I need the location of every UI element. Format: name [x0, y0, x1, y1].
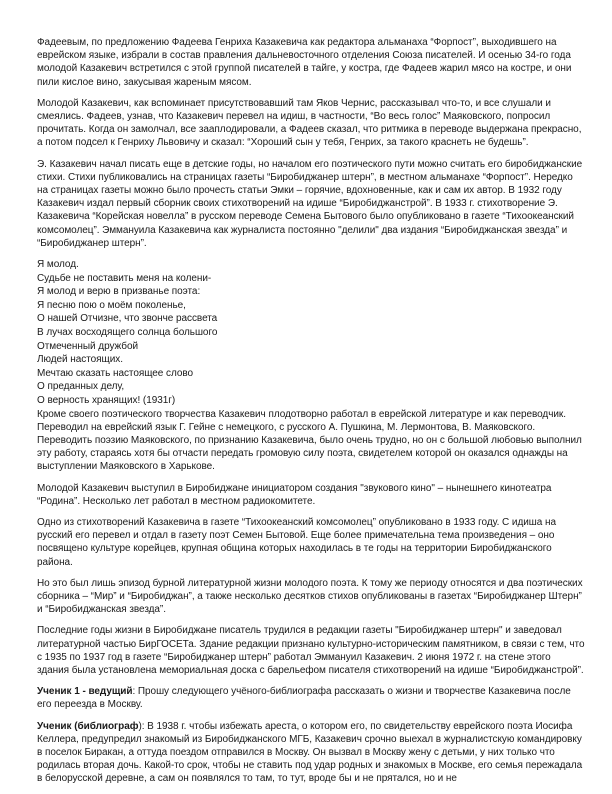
poem-line: Мечтаю сказать настоящее слово — [37, 367, 194, 379]
dialogue-paragraph — [37, 685, 585, 711]
paragraph: Молодой Казакевич, как вспоминает присутствовавший там Яков Чернис, рассказывал что-то, и все слушали и смеялись. Фадеев, узнав, что Казакевич перевел на идиш, в частности, “Во весь голос” Маяковского, попросил прочитать. Когда он замолчал, все зааплодировали, а Фадеев сказал, что ритмика в переводе выдержана прекрасно, а потом подсел к Генриху Львовичу и сказал: “Хороший сын у тебя, Генрих, за такого краснеть не будешь”. — [37, 97, 582, 149]
dialogue-text: ): В 1938 г. чтобы избежать ареста, о котором его, по свидетельству еврейского поэта Иосифа Келлера, предупредил знакомый из Биробиджанского МГБ, Казакевич срочно выехал в журналистскую командировку в поселок Биракан, а оттуда поездом отправился в Москву. Он вызвал в Москву жену с детьми, у них только что родилась вторая дочь. Какой-то срок, чтобы не ставить под удар родных и знакомых в Москве, его семья пережадала в белорусской деревне, а сам он появлялся то там, то тут, вроде бы и не прятался, но и не — [37, 720, 583, 785]
speaker-label: Ученик 1 - ведущий — [37, 686, 133, 698]
poem-line: О нашей Отчизне, что звонче рассвета — [37, 313, 218, 325]
poem-line: Судьбе не поставить меня на колени- — [37, 272, 212, 284]
speaker-label: Ученик (библиограф — [37, 720, 139, 732]
poem-line: Я молод. — [37, 259, 79, 271]
paragraph: Одно из стихотворений Казакевича в газете “Тихоокеанский комсомолец” опубликовано в 1933 году. С идиша на русский его перевел и отдал в газету поэт Семен Бытовой. Еще более примечательна тема произведения – оно посвящено культуре корейцев, крупная община которых находилась в те годы на территории Биробиджанского района. — [37, 517, 556, 568]
poem-line: Людей настоящих. — [37, 354, 123, 366]
poem-line: В лучах восходящего солнца большого — [37, 327, 218, 339]
poem-line: О преданных делу, — [37, 381, 125, 393]
paragraph: Но это был лишь эпизод бурной литературной жизни молодого поэта. К тому же периоду относятся и два поэтических сборника – “Мир” и “Биробиджан”, а также несколько десятков стихов опубликованы в газетах “Биробиджанер Штерн” и “Биробиджанская звезда”. — [37, 577, 583, 616]
poem-line: О верность хранящих! (1931г) — [37, 394, 176, 406]
dialogue-paragraph — [37, 720, 585, 786]
paragraph: Фадеевым, по предложению Фадеева Генриха Казакевича как редактора альманаха “Форпост”, выходившего на еврейском языке, избрали в состав правления дальневосточного отделения Союза писателей. И осенью 34-го года молодой Казакевич встретился с этой группой писателей в тайге, у костра, где Фадеев жарил мясо на костре, и они пили кислое вино, закусывая жареным мясом. — [37, 37, 572, 88]
poem-line: Я песню пою о моём поколенье, — [37, 299, 186, 311]
document-page — [37, 36, 585, 794]
paragraph: Кроме своего поэтического творчества Казакевич плодотворно работал в еврейской литературе и как переводчик. Переводил на еврейский язык Г. Гейне с немецкого, с русского А. Пушкина, М. Лермонтова, В. Маяковского. Переводить поэзию Маяковского, по признанию Казакевича, было очень трудно, но он с большой любовью выполнил эту работу, стараясь хотя бы отчасти передать громовую силу поэта, свидетелем которой он оказался однажды на выступлении Маяковского в Харькове. — [37, 408, 582, 473]
poem-line: Отмеченный дружбой — [37, 340, 139, 352]
paragraph: Молодой Казакевич выступил в Биробиджане инициатором создания "звукового кино" – нынешнего кинотеатра “Родина”. Несколько лет работал в местном радиокомитете. — [37, 482, 552, 507]
poem-line: Я молод и верю в призванье поэта: — [37, 286, 201, 298]
poem — [37, 258, 585, 408]
dialogue-text: : Прошу следующего учёного-библиографа рассказать о жизни и творчестве Казакевича после его переезда в Москву. — [37, 686, 571, 711]
paragraph: Э. Казакевич начал писать еще в детские годы, но началом его поэтического пути можно считать его биробиджанские стихи. Стихи публиковались на страницах газеты “Биробиджанер штерн”, в местном альманахе “Форпост”. Нередко на страницах газеты можно было прочесть статьи Эмки – горячие, вдохновенные, как и сам их автор. В 1932 году Казакевич издал первый сборник своих стихотворений на идише “Биробиджанстрой”. В 1933 г. стихотворение Э. Казакевича “Корейская новелла” в русском переводе Семена Бытового было опубликовано в газете “Тихоокеанский комсомолец”. Эммануила Казакевича как журналиста постоянно "делили" два издания “Биробиджанская звезда” и “Биробиджанер штерн”. — [37, 158, 583, 249]
paragraph: Последние годы жизни в Биробиджане писатель трудился в редакции газеты "Биробиджанер штерн" и заведовал литературной частью БирГОСЕТа. Здание редакции признано культурно-историческим памятником, в связи с тем, что с 1935 по 1937 год в газете “Биробиджанер штерн” работал Эммануил Казакевич. 2 июня 1972 г. на стене этого здания была установлена мемориальная доска с барельефом писателя стихотворений на идише “Биробиджанстрой”. — [37, 625, 585, 677]
